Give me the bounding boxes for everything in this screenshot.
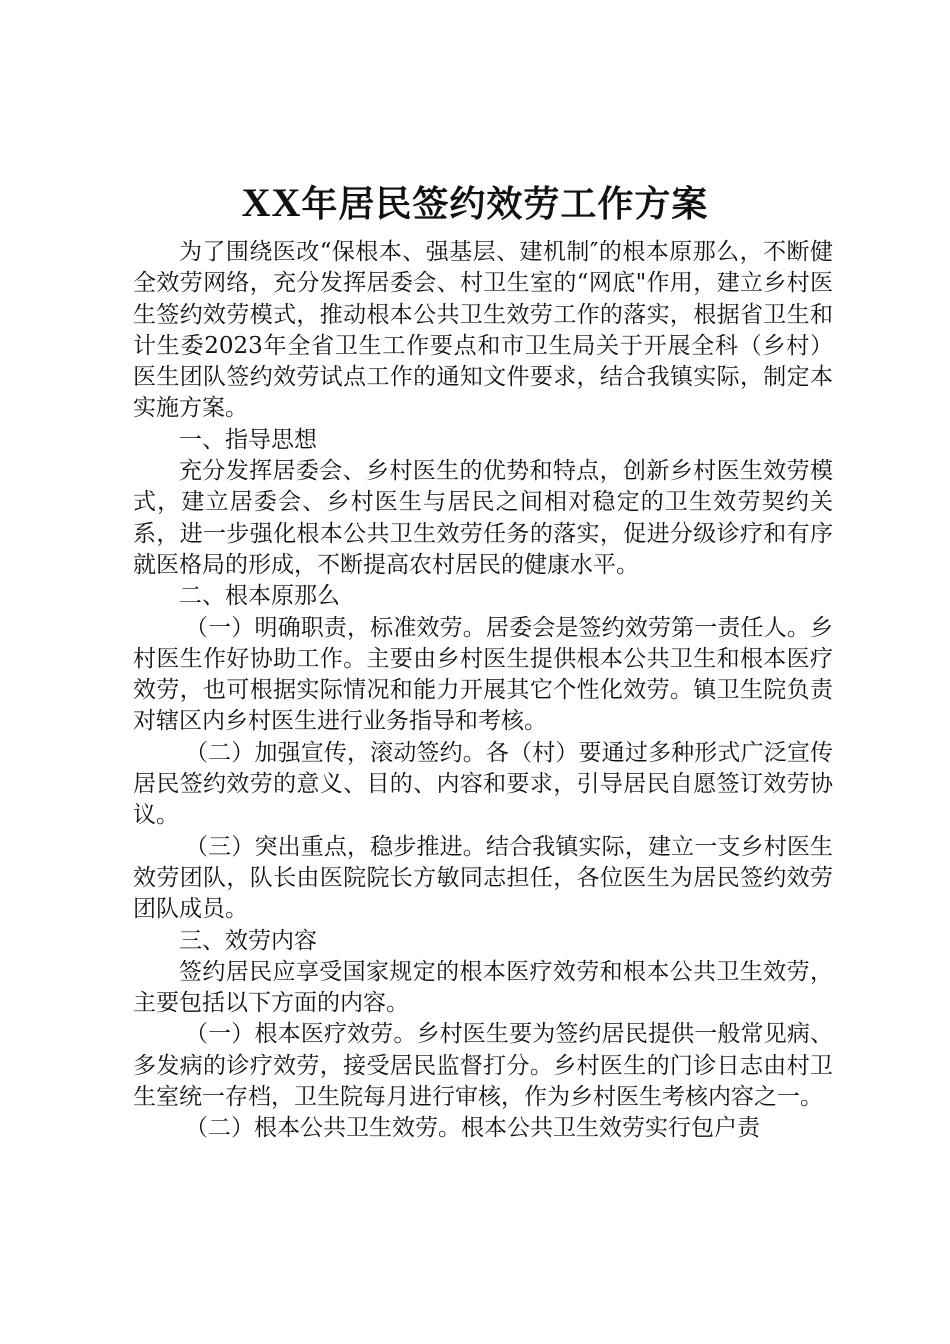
service-content-paragraph: 签约居民应享受国家规定的根本医疗效劳和根本公共卫生效劳，主要包括以下方面的内容。 xyxy=(133,958,833,1017)
title-latin-part: XX xyxy=(241,180,302,225)
principle-item-3: （三）突出重点，稳步推进。结合我镇实际，建立一支乡村医生效劳团队，队长由医院院长方敏同志担任，各位医生为居民签约效劳团队成员。 xyxy=(133,833,833,923)
document-body xyxy=(133,237,833,1145)
title-text-part: 年居民签约效劳工作方案 xyxy=(301,183,709,225)
section-heading-service-content: 三、效劳内容 xyxy=(179,927,317,954)
section-heading-basic-principles: 二、根本原那么 xyxy=(179,583,340,610)
guiding-thought-paragraph: 充分发挥居委会、乡村医生的优势和特点，创新乡村医生效劳模式，建立居委会、乡村医生与居民之间相对稳定的卫生效劳契约关系，进一步强化根本公共卫生效劳任务的落实，促进分级诊疗和有序就医格局的形成，不断提高农村居民的健康水平。 xyxy=(133,458,833,578)
service-item-1: （一）根本医疗效劳。乡村医生要为签约居民提供一般常见病、多发病的诊疗效劳，接受居民监督打分。乡村医生的门诊日志由村卫生室统一存档，卫生院每月进行审核，作为乡村医生考核内容之一。 xyxy=(133,1021,833,1111)
section-heading-guiding-thought: 一、指导思想 xyxy=(179,426,317,453)
intro-paragraph: 为了围绕医改“保根本、强基层、建机制″的根本原那么，不断健全效劳网络，充分发挥居委会、村卫生室的“网底"作用，建立乡村医生签约效劳模式，推动根本公共卫生效劳工作的落实，根据省卫生和计生委2023年全省卫生工作要点和市卫生局关于开展全科（乡村）医生团队签约效劳试点工作的通知文件要求，结合我镇实际，制定本实施方案。 xyxy=(133,239,833,422)
document-title xyxy=(0,178,950,229)
service-item-2: （二）根本公共卫生效劳。根本公共卫生效劳实行包户责 xyxy=(185,1115,760,1142)
principle-item-2: （二）加强宣传，滚动签约。各（村）要通过多种形式广泛宣传居民签约效劳的意义、目的、内容和要求，引导居民自愿签订效劳协议。 xyxy=(133,739,833,829)
principle-item-1: （一）明确职责，标准效劳。居委会是签约效劳第一责任人。乡村医生作好协助工作。主要由乡村医生提供根本公共卫生和根本医疗效劳，也可根据实际情况和能力开展其它个性化效劳。镇卫生院负责对辖区内乡村医生进行业务指导和考核。 xyxy=(133,614,833,735)
